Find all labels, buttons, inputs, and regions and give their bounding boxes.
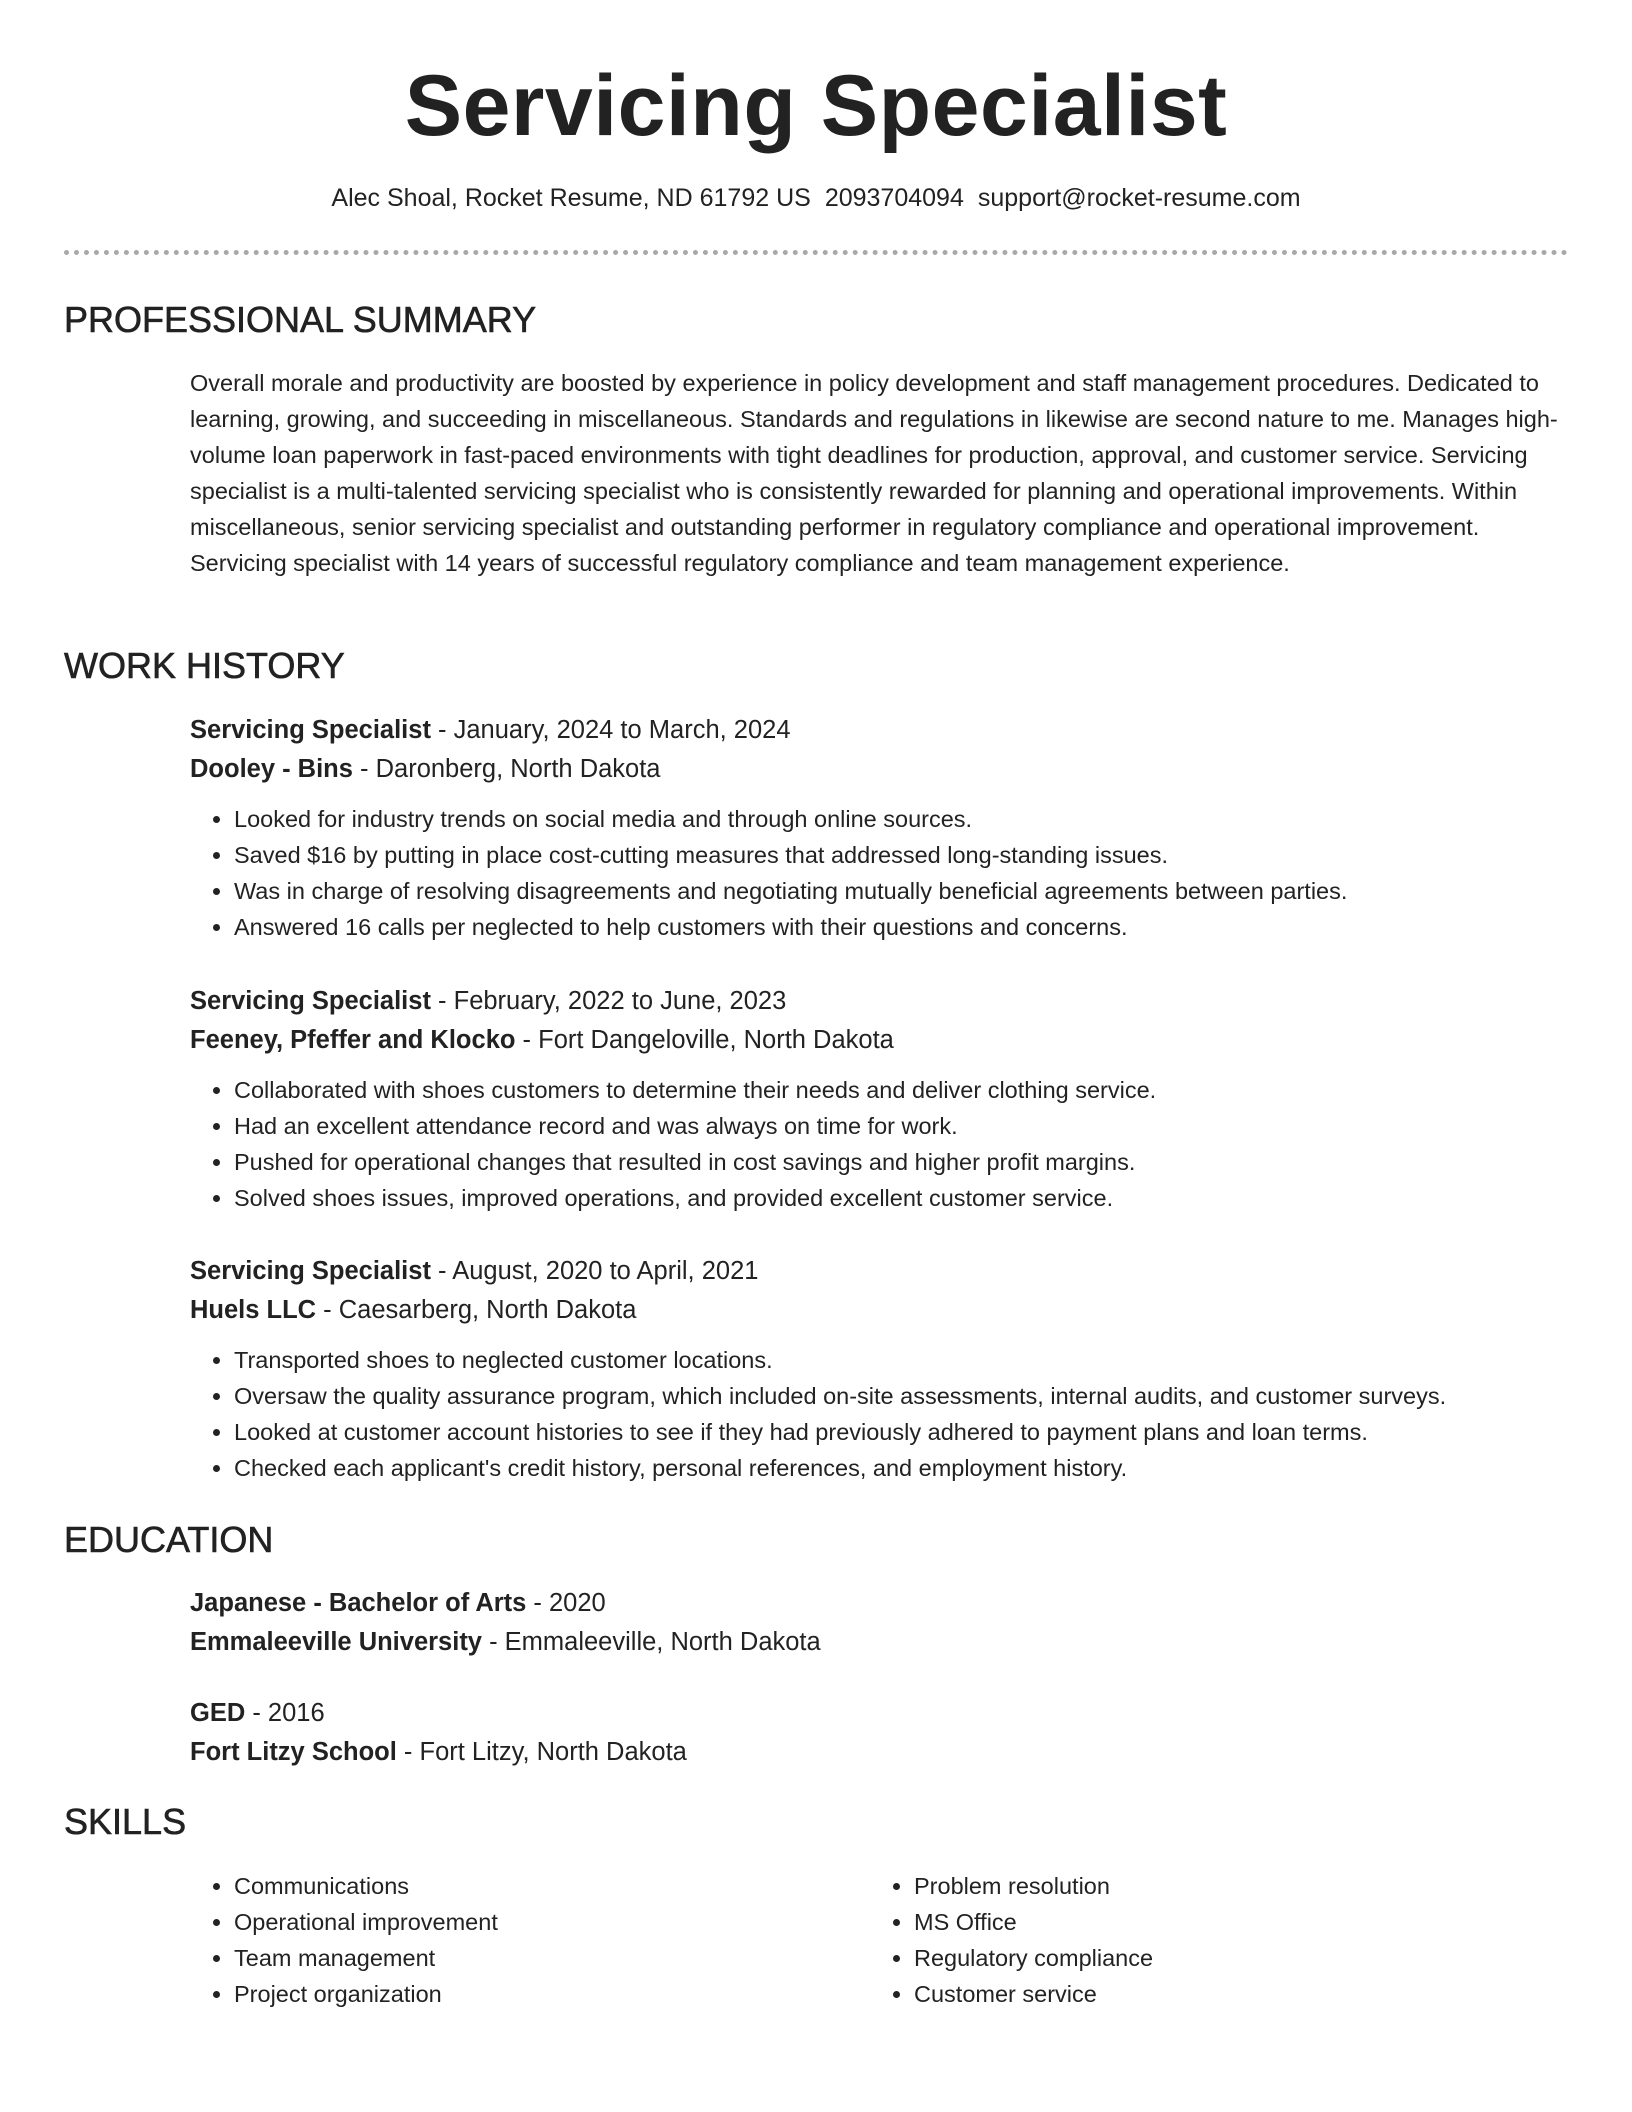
education-degree-line — [190, 1584, 1190, 1623]
education-degree: GED — [190, 1699, 246, 1727]
job-company: Feeney, Pfeffer and Klocko — [190, 1026, 516, 1054]
job-company-line — [190, 1291, 1590, 1330]
job-title-line — [190, 711, 1590, 750]
contact-email: support@rocket-resume.com — [977, 184, 1301, 212]
education-degree-line — [190, 1694, 1190, 1733]
job-entry — [190, 1252, 1590, 1486]
contact-phone: 2093704094 — [824, 184, 964, 212]
job-location: - Caesarberg, North Dakota — [316, 1296, 637, 1324]
job-bullet: • Was in charge of resolving disagreements and negotiating mutually beneficial agreements between parties. — [234, 873, 1590, 909]
job-bullet: • Oversaw the quality assurance program, which included on-site assessments, internal audits, and customer surveys. — [234, 1378, 1590, 1414]
job-bullet: • Transported shoes to neglected customer locations. — [234, 1342, 1590, 1378]
education-year: - 2016 — [245, 1699, 325, 1727]
summary-text: Overall morale and productivity are boosted by experience in policy development and staff management procedures. Dedicated to learning, growing, and succeeding in miscellaneous. Standards and regulations in likewise are second nature to me. Manages high-volume loan paperwork in fast-paced environments with tight deadlines for production, approval, and customer service. Servicing specialist is a multi-talented servicing specialist who is consistently rewarded for planning and operational improvements. Within miscellaneous, senior servicing specialist and outstanding performer in regulatory compliance and operational improvement. Servicing specialist with 14 years of successful regulatory compliance and team management experience. — [190, 370, 1558, 576]
skill-item: • Team management — [234, 1940, 498, 1976]
job-bullet: • Checked each applicant's credit history, personal references, and employment history. — [234, 1450, 1590, 1486]
education-entry — [190, 1584, 1190, 1662]
job-bullet: • Looked for industry trends on social media and through online sources. — [234, 801, 1590, 837]
job-bullet: • Collaborated with shoes customers to determine their needs and deliver clothing service. — [234, 1072, 1590, 1108]
skill-item: • MS Office — [914, 1904, 1153, 1940]
job-company-line — [190, 1021, 1590, 1060]
job-location: - Daronberg, North Dakota — [352, 755, 661, 783]
job-entry — [190, 711, 1590, 945]
education-heading: EDUCATION — [64, 1519, 274, 1560]
job-bullets — [190, 801, 1590, 945]
education-school-line — [190, 1733, 1190, 1772]
job-bullet: • Looked at customer account histories to see if they had previously adhered to payment plans and loan terms. — [234, 1414, 1590, 1450]
job-dates: - January, 2024 to March, 2024 — [430, 716, 791, 744]
job-bullet: • Answered 16 calls per neglected to help customers with their questions and concerns. — [234, 909, 1590, 945]
skills-list-left — [190, 1868, 498, 2012]
job-company: Huels LLC — [190, 1296, 317, 1324]
education-school: Fort Litzy School — [190, 1738, 397, 1766]
job-title-line — [190, 982, 1590, 1021]
job-dates: - February, 2022 to June, 2023 — [430, 987, 787, 1015]
contact-address: Alec Shoal, Rocket Resume, ND 61792 US — [331, 184, 811, 212]
work-history-heading: WORK HISTORY — [64, 645, 345, 686]
job-title: Servicing Specialist — [190, 1257, 431, 1285]
job-location: - Fort Dangeloville, North Dakota — [515, 1026, 894, 1054]
education-degree: Japanese - Bachelor of Arts — [190, 1589, 527, 1617]
education-entry — [190, 1694, 1190, 1772]
job-company: Dooley - Bins — [190, 755, 353, 783]
skill-item: • Regulatory compliance — [914, 1940, 1153, 1976]
education-location: - Emmaleeville, North Dakota — [482, 1628, 821, 1656]
skill-item: • Communications — [234, 1868, 498, 1904]
skills-heading: SKILLS — [64, 1801, 187, 1842]
job-bullet: • Pushed for operational changes that resulted in cost savings and higher profit margins. — [234, 1144, 1590, 1180]
summary-heading: PROFESSIONAL SUMMARY — [64, 299, 537, 340]
education-school: Emmaleeville University — [190, 1628, 482, 1656]
job-dates: - August, 2020 to April, 2021 — [430, 1257, 759, 1285]
job-title: Servicing Specialist — [190, 987, 431, 1015]
job-bullet: • Saved $16 by putting in place cost-cutting measures that addressed long-standing issues. — [234, 837, 1590, 873]
contact-line — [0, 180, 1632, 216]
skill-item: • Project organization — [234, 1976, 498, 2012]
job-bullet: • Had an excellent attendance record and was always on time for work. — [234, 1108, 1590, 1144]
skill-item: • Customer service — [914, 1976, 1153, 2012]
education-school-line — [190, 1623, 1190, 1662]
resume-title: Servicing Specialist — [404, 58, 1228, 154]
job-bullet: • Solved shoes issues, improved operations, and provided excellent customer service. — [234, 1180, 1590, 1216]
skills-list-right — [870, 1868, 1153, 2012]
job-title: Servicing Specialist — [190, 716, 431, 744]
job-bullets — [190, 1072, 1590, 1216]
header-divider — [64, 250, 1568, 255]
job-title-line — [190, 1252, 1590, 1291]
education-location: - Fort Litzy, North Dakota — [396, 1738, 687, 1766]
job-entry — [190, 982, 1590, 1216]
education-year: - 2020 — [526, 1589, 606, 1617]
job-bullets — [190, 1342, 1590, 1486]
skill-item: • Problem resolution — [914, 1868, 1153, 1904]
job-company-line — [190, 750, 1590, 789]
skill-item: • Operational improvement — [234, 1904, 498, 1940]
